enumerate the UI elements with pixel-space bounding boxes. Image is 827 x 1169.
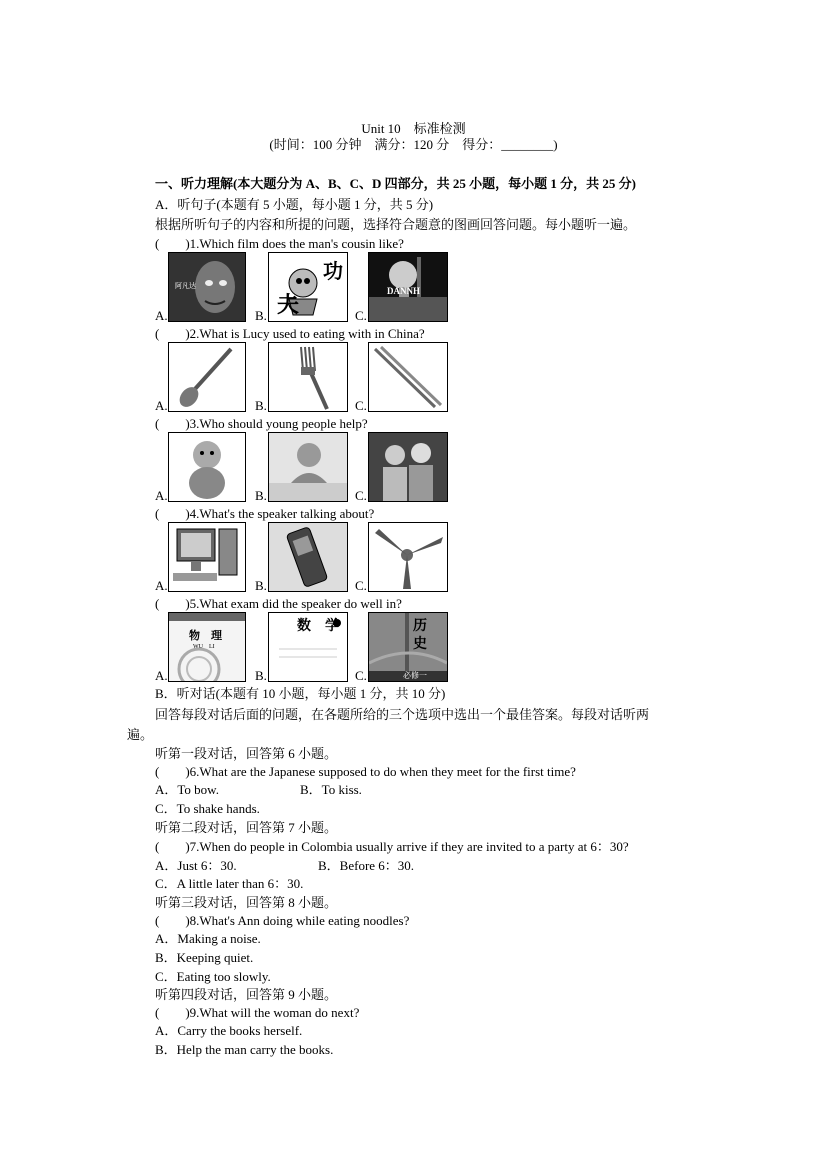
book-title: 数 学	[297, 619, 339, 634]
dialog-intro: 听第二段对话，回答第 7 小题。	[155, 820, 338, 835]
option-letter: A.	[155, 398, 168, 413]
question-8: ( )8.What's Ann doing while eating noodles?	[155, 913, 410, 928]
option-letter: C.	[355, 398, 367, 413]
section-b-instruction: 回答每段对话后面的问题，在各题所给的三个选项中选出一个最佳答案。每段对话听两	[155, 707, 650, 722]
question-9: ( )9.What will the woman do next?	[155, 1005, 360, 1020]
cartoon-caption: 夫	[277, 292, 300, 317]
choice-a: A．To bow.	[155, 782, 219, 797]
math-book-icon	[268, 612, 348, 682]
page-title: Unit 10 标准检测	[361, 121, 466, 136]
section-b-heading: B．听对话(本题有 10 小题，每小题 1 分，共 10 分)	[155, 686, 446, 701]
exam-info: (时间：100 分钟 满分：120 分 得分：________)	[269, 137, 558, 152]
history-book-icon	[368, 612, 448, 682]
physics-book-icon	[168, 612, 246, 682]
question-1: ( )1.Which film does the man's cousin like?	[155, 236, 404, 251]
option-letter: B.	[255, 578, 267, 593]
option-letter: A.	[155, 668, 168, 683]
choice-c: C．A little later than 6：30.	[155, 876, 304, 891]
option-letter: B.	[255, 308, 267, 323]
option-letter: C.	[355, 308, 367, 323]
section-a-instruction: 根据所听句子的内容和所提的问题，选择符合题意的图画回答问题。每小题听一遍。	[155, 217, 637, 232]
book-subtitle: 必修一	[403, 671, 427, 680]
option-letter: B.	[255, 668, 267, 683]
dialog-intro: 听第三段对话，回答第 8 小题。	[155, 895, 338, 910]
poster-caption: 阿凡达	[175, 282, 196, 290]
book-subtitle: WU LI	[193, 644, 215, 650]
question-3: ( )3.Who should young people help?	[155, 416, 368, 431]
choice-a: A．Making a noise.	[155, 931, 261, 946]
question-5: ( )5.What exam did the speaker do well in?	[155, 596, 402, 611]
question-2: ( )2.What is Lucy used to eating with in China?	[155, 326, 425, 341]
avatar-poster-icon	[168, 252, 246, 322]
question-4: ( )4.What's the speaker talking about?	[155, 506, 375, 521]
chopsticks-icon	[368, 342, 448, 412]
kungfu-cartoon-icon	[268, 252, 348, 322]
book-title: 物 理	[189, 630, 222, 642]
option-letter: A.	[155, 578, 168, 593]
option-letter: A.	[155, 488, 168, 503]
option-letter: C.	[355, 488, 367, 503]
poster-caption: DANNH	[387, 286, 420, 296]
mobile-phone-icon	[268, 522, 348, 592]
option-letter: B.	[255, 488, 267, 503]
section-b-instruction: 遍。	[127, 727, 154, 742]
baby-icon	[168, 432, 246, 502]
option-letter: A.	[155, 308, 168, 323]
spoon-icon	[168, 342, 246, 412]
book-title: 史	[413, 637, 427, 652]
wall-e-poster-icon	[368, 252, 448, 322]
dialog-intro: 听第一段对话，回答第 6 小题。	[155, 746, 338, 761]
choice-b: B．Help the man carry the books.	[155, 1042, 334, 1057]
fork-icon	[268, 342, 348, 412]
elderly-couple-icon	[368, 432, 448, 502]
option-letter: B.	[255, 398, 267, 413]
choice-b: B．Before 6：30.	[318, 858, 415, 873]
choice-b: B．Keeping quiet.	[155, 950, 254, 965]
option-letter: C.	[355, 578, 367, 593]
section-a-heading: A．听句子(本题有 5 小题，每小题 1 分，共 5 分)	[155, 197, 434, 212]
book-title: 历	[413, 619, 427, 634]
choice-a: A．Just 6：30.	[155, 858, 237, 873]
computer-icon	[168, 522, 246, 592]
dialog-intro: 听第四段对话，回答第 9 小题。	[155, 987, 338, 1002]
choice-b: B．To kiss.	[300, 782, 362, 797]
woman-at-desk-icon	[268, 432, 348, 502]
ceiling-fan-icon	[368, 522, 448, 592]
question-6: ( )6.What are the Japanese supposed to do when they meet for the first time?	[155, 764, 576, 779]
part-heading: 一、听力理解(本大题分为 A、B、C、D 四部分，共 25 小题，每小题 1 分，共 25 分)	[155, 176, 636, 191]
cartoon-caption: 功	[323, 261, 343, 283]
question-7: ( )7.When do people in Colombia usually arrive if they are invited to a party at 6：30?	[155, 839, 629, 854]
choice-a: A．Carry the books herself.	[155, 1023, 303, 1038]
choice-c: C．Eating too slowly.	[155, 969, 271, 984]
choice-c: C．To shake hands.	[155, 801, 260, 816]
option-letter: C.	[355, 668, 367, 683]
